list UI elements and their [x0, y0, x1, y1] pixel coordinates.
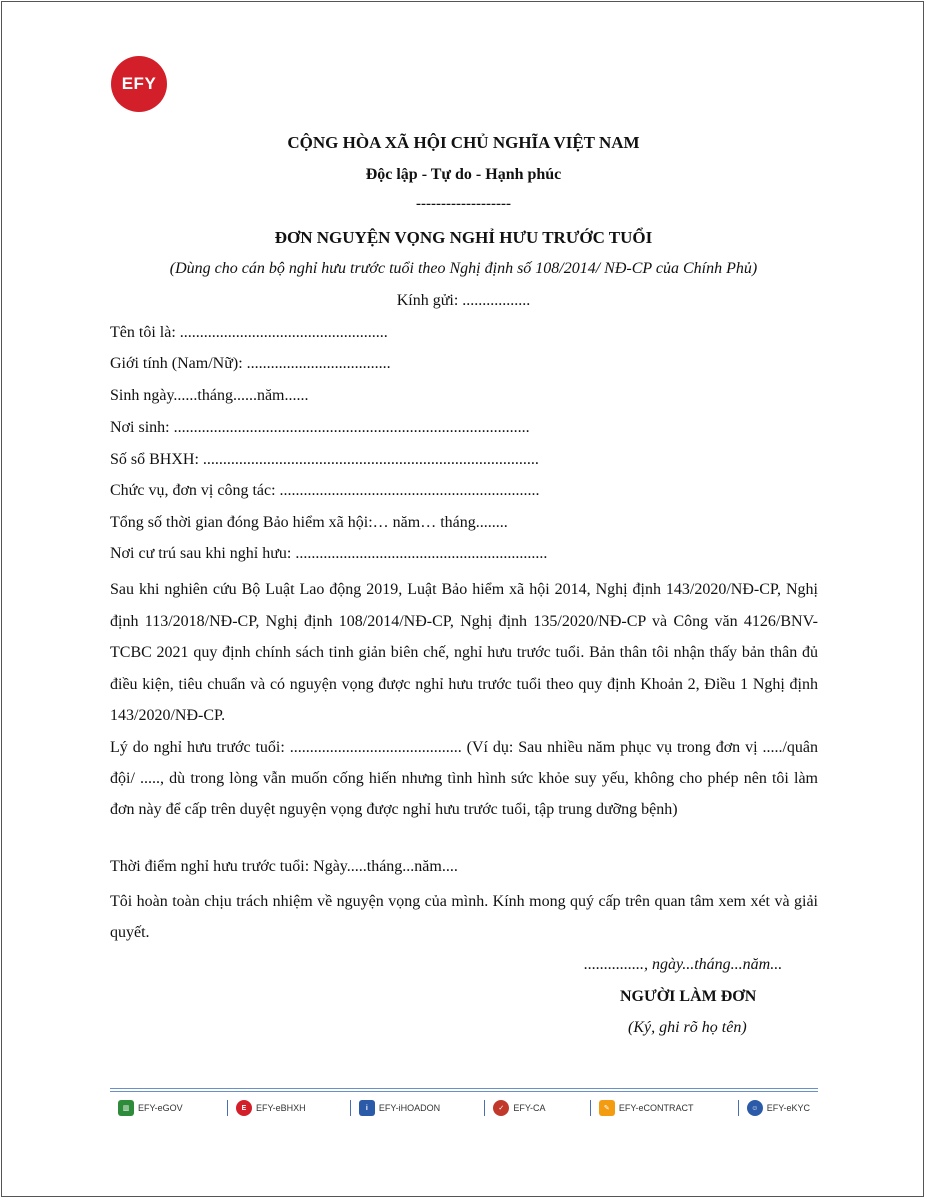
- brand-label: EFY-eCONTRACT: [618, 1103, 694, 1113]
- kyc-icon: ☺: [747, 1100, 763, 1116]
- field-birthplace: Nơi sinh: .........................................................................................: [110, 419, 530, 436]
- footer-rule: [110, 1088, 818, 1094]
- field-name: Tên tôi là: ....................................................: [110, 324, 388, 341]
- document-title: ĐƠN NGUYỆN VỌNG NGHỈ HƯU TRƯỚC TUỔI: [274, 228, 653, 247]
- field-gender: Giới tính (Nam/Nữ): ....................................: [110, 355, 391, 372]
- signature-role: NGƯỜI LÀM ĐƠN: [620, 988, 757, 1005]
- motto: Độc lập - Tự do - Hạnh phúc: [365, 166, 562, 183]
- building-icon: ▥: [118, 1100, 134, 1116]
- brand-ihoadon: [350, 1100, 448, 1116]
- signature-date: ..............., ngày...tháng...năm...: [584, 956, 783, 973]
- brand-ebhxh: [227, 1100, 314, 1116]
- brand-ekyc: [738, 1100, 818, 1116]
- brand-econtract: [590, 1100, 702, 1116]
- field-retire-time: Thời điểm nghỉ hưu trước tuổi: Ngày.....tháng...năm....: [110, 858, 458, 875]
- efy-icon: E: [236, 1100, 252, 1116]
- signature-note: (Ký, ghi rõ họ tên): [628, 1019, 747, 1036]
- logo-text: EFY: [121, 74, 157, 93]
- divider: -------------------: [416, 196, 511, 212]
- field-dob: Sinh ngày......tháng......năm......: [110, 387, 309, 404]
- field-social-insurance: Số sổ BHXH: ....................................................................................: [110, 451, 539, 468]
- brand-label: EFY-iHOADON: [378, 1103, 441, 1113]
- body-paragraph-closing: Tôi hoàn toàn chịu trách nhiệm về nguyện vọng của mình. Kính mong quý cấp trên quan tâm xem xét và giải quyết.: [110, 893, 818, 941]
- efy-logo: [111, 56, 167, 112]
- body-paragraph-legal: Sau khi nghiên cứu Bộ Luật Lao động 2019, Luật Bảo hiểm xã hội 2014, Nghị định 143/2020/NĐ-CP, Nghị định 113/2018/NĐ-CP, Nghị định 108/2014/NĐ-CP, Nghị định 135/2020/NĐ-CP và Công văn 4126/BNV-TCBC 2021 quy định chính sách tinh giản biên chế, nghỉ hưu trước tuổi. Bản thân tôi nhận thấy bản thân đủ điều kiện, tiêu chuẩn và có nguyện vọng được nghỉ hưu trước tuổi theo quy định Khoản 2, Điều 1 Nghị định 143/2020/NĐ-CP.: [110, 581, 818, 724]
- brand-ca: [484, 1100, 553, 1116]
- footer-brands: [110, 1097, 818, 1119]
- brand-label: EFY-CA: [513, 1103, 546, 1113]
- brand-label: EFY-eGOV: [138, 1103, 183, 1113]
- ca-icon: ✓: [493, 1100, 509, 1116]
- brand-label: EFY-eBHXH: [255, 1103, 306, 1113]
- document-subtitle: (Dùng cho cán bộ nghỉ hưu trước tuổi theo Nghị định số 108/2014/ NĐ-CP của Chính Phủ): [169, 260, 758, 277]
- recipient: Kính gửi: .................: [396, 292, 531, 309]
- ihd-icon: i: [359, 1100, 375, 1116]
- brand-egov: [110, 1100, 191, 1116]
- contract-icon: ✎: [599, 1100, 615, 1116]
- nation-heading: CỘNG HÒA XÃ HỘI CHỦ NGHĨA VIỆT NAM: [287, 133, 640, 152]
- body-paragraph-reason: Lý do nghỉ hưu trước tuổi: ........................................... (Ví dụ: Sau nhiều năm phục vụ trong đơn vị ...../quân đội/ ....., dù trong lòng vẫn muốn cống hiến nhưng tình hình sức khỏe suy yếu, không cho phép nên tôi làm đơn này để cấp trên duyệt nguyện vọng được nghỉ hưu trước tuổi, tập trung dưỡng bệnh): [110, 739, 818, 818]
- field-position: Chức vụ, đơn vị công tác: .................................................................: [110, 482, 540, 499]
- brand-label: EFY-eKYC: [766, 1103, 810, 1113]
- field-residence: Nơi cư trú sau khi nghỉ hưu: ...............................................................: [110, 545, 548, 562]
- field-insurance-time: Tổng số thời gian đóng Bảo hiểm xã hội:… năm… tháng........: [110, 514, 508, 531]
